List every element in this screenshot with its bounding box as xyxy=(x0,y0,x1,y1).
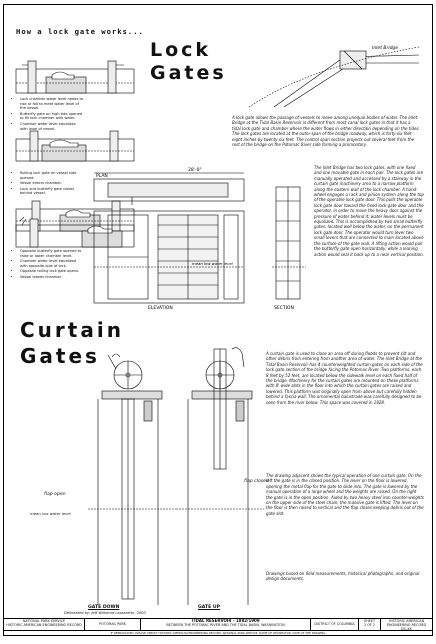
bullet-item: • Vessel enters chamber. xyxy=(20,181,84,186)
flap-closed-label: flap closed xyxy=(244,479,269,484)
gate-down-label: GATE DOWN xyxy=(88,605,120,610)
haer-label: HISTORIC AMERICAN ENGINEERING RECORD xyxy=(386,619,427,627)
bullet-item: • Rolling lock gate on vessel side opened. xyxy=(20,171,84,180)
sheet-no: 2 xyxy=(363,623,367,627)
dimension-label: 28'-0" xyxy=(188,168,202,173)
lock-gates-title: Lock Gates xyxy=(150,39,227,84)
bullet-item: • Vessel leaves chamber. xyxy=(20,275,84,280)
bullet-item: • Opposite rolling lock gate opens. xyxy=(20,269,84,274)
elevation-label: ELEVATION xyxy=(148,306,173,310)
bullet-item: • Lock and butterfly gate closes behind vessel. xyxy=(20,187,84,196)
bullet-item: • Opposite butterfly gate opened to raise or lower chamber level. xyxy=(20,249,84,258)
lock-gate-plan-elevation xyxy=(88,165,264,310)
lock-gates-paragraph-1: A lock gate allows the passage of vessels to move among unequal bodies of water. The Inlet Bridge at the Tidal Basin Reservoir is different from most canal lock gates in that it has a tidal lock gate and chamber where the water flows in either direction depending on the tides. The lock gates are located at the outer span of the bridge roadway, which is forty-six feet eight inches by twenty-six feet. The control span section projects out several feet from the rest of the bridge on the Potomac River side forming a promontory. xyxy=(232,115,420,148)
bullet-item: • Butterfly gate on high tide opened to fill lock chamber with water. xyxy=(20,112,84,121)
sheet-of: OF xyxy=(367,623,372,627)
gate-down-drawing xyxy=(88,345,176,617)
agency-line: NATIONAL PARK SERVICE xyxy=(22,619,66,623)
park-name: POTOMAC PARK xyxy=(99,622,126,626)
bullet-item: • Chamber water level equalized with opposite side of lock. xyxy=(20,259,84,268)
inlet-bridge-label: Inlet Bridge xyxy=(372,46,399,51)
curtain-gates-title: Curtain Gates xyxy=(20,318,124,368)
credit-footer: IF REPRODUCED, PLEASE CREDIT: HISTORIC AMERICAN ENGINEERING RECORD, NATIONAL PARK SERVICE, NAME OF DELINEATOR, DATE OF THE DRAWING xyxy=(4,630,432,636)
drawing-sheet xyxy=(3,4,433,636)
curtain-gates-paragraph-1: A curtain gate is used to close an area off during floods to prevent silt and other debris from entering from another area of water. The Inlet Bridge at the Tidal Basin Reservoir has 4 counterweighted curtain gates on each side of the lock gate section of the bridge facing the Potomac River. Two platforms, each 8 feet by 52 feet, are located below the sidewalk level on each fixed half of the bridge. Machinery for the curtain gates are mounted on these platforms with 8' wide slots in the floor into which the curtain gates are raised and lowered. This platform was originally open from above but carefully hidden behind a fascia wall. The ornamental balustrade was carefully designed to be seen from the river below. This space was covered in 1928. xyxy=(266,351,423,405)
bullet-item: • Lock chamber water level needs to rise or fall to meet water level of the vessel. xyxy=(20,97,84,111)
sheet-total: 2 xyxy=(372,623,376,627)
intro-title: How a lock gate works... xyxy=(16,27,144,36)
flap-open-label: flap open xyxy=(44,492,66,497)
haer-number: DC-XX xyxy=(401,627,412,631)
sheet-number xyxy=(359,623,380,627)
delineator-label: Delineated by: Jeff Wiltshire Lazzaretto, 2000 xyxy=(64,611,146,615)
lock-gate-section xyxy=(270,181,308,311)
plan-label: PLAN xyxy=(96,174,108,179)
section-label: SECTION xyxy=(274,306,294,311)
sheet-label: SHEET xyxy=(363,619,376,623)
inlet-bridge-plan xyxy=(244,37,424,113)
bullets-top xyxy=(14,97,84,132)
bullets-mid xyxy=(14,171,84,197)
gate-up-label: GATE UP xyxy=(198,605,220,610)
mean-water-level-label: mean low water level xyxy=(192,261,233,266)
district-name: DISTRICT OF COLUMBIA xyxy=(314,622,355,626)
curtain-gates-paragraph-3: Drawings based on field measurements, historical photographs, and original design documents. xyxy=(266,571,420,582)
project-subtitle: BETWEEN THE POTOMAC RIVER AND THE TIDAL BASIN, WASHINGTON xyxy=(166,623,285,627)
bullet-item: • Chamber water level equalizes with level of vessel. xyxy=(20,122,84,131)
mean-low-water-label: mean low water level xyxy=(30,511,71,516)
project-title: TIDAL RESERVOIR - 1882/1909 xyxy=(191,618,260,623)
curtain-gates-paragraph-2: The drawing adjacent shows the typical operation of one curtain gate. On the left the gate is in the closed position. The lever on the floor is lowered, opening the metal flap for the gate to slide into. The gate is lowered by the manual operation of a large wheel and the weights are raised. On the right the gate is in the open position. Aided by two heavy steel iron counter-weights on the upper side of the steel chain, the massive gate is lifted. The lever on the floor is then raised to vertical and the flap closes keeping debris out of the gate slot. xyxy=(266,473,424,516)
lock-gates-paragraph-2: The Inlet Bridge has two lock gates, with one fixed and one movable gate in each pair. The lock gates are manually operated and accessed by a stairway in the curtain gate machinery area to a narrow platform along the eastern wall of the lock chamber. A hand-wheel engages a rack and pinion system along the top of the operable lock gate door. This pulls the operable lock gate door toward the fixed lock gate door and the operator, in order to move the heavy door against the pressure of water behind it; water levels must be equalized. This is accomplished by two small butterfly gates, located well below the water, on the permanent lock gate door. The operator would turn lever two small levers that are connected to main located above the surface of the gate wall. A lifting action would pull the butterfly gate open horizontally, while a leaning action would seal it back up to a near vertical position. xyxy=(314,165,424,257)
agency-name: HISTORIC AMERICAN ENGINEERING RECORD xyxy=(6,623,82,627)
